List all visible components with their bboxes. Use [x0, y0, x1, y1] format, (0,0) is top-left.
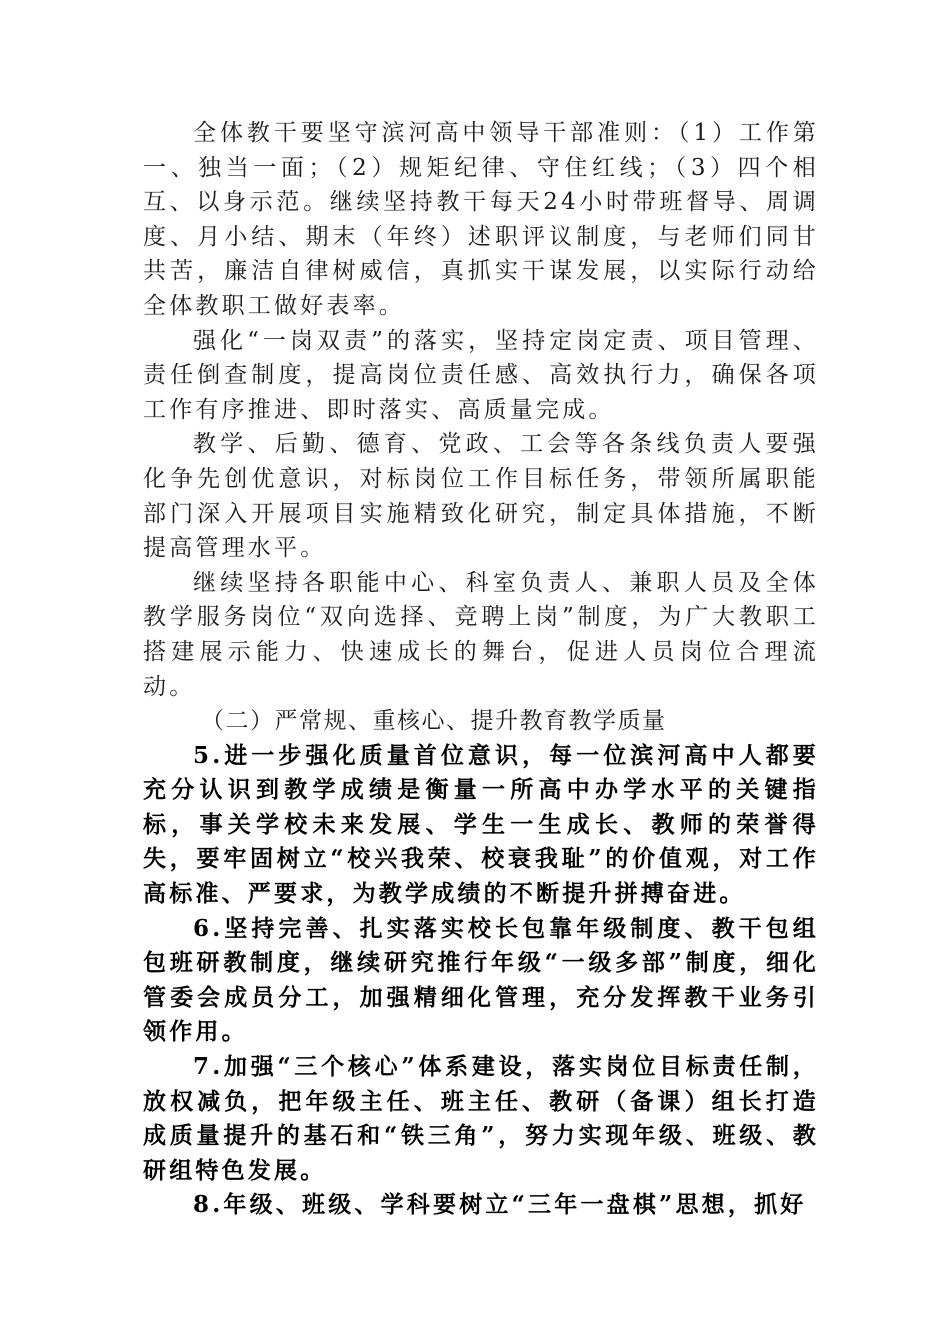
document-body	[143, 116, 819, 1223]
paragraph-two-way-selection: 继续坚持各职能中心、科室负责人、兼职人员及全体教学服务岗位“双向选择、竞聘上岗”制度，为广大教职工搭建展示能力、快速成长的舞台，促进人员岗位合理流动。	[143, 569, 819, 700]
paragraph-item-8: 8.年级、班级、学科要树立“三年一盘棋”思想，抓好	[193, 1191, 807, 1219]
paragraph-item-5: 5.进一步强化质量首位意识，每一位滨河高中人都要充分认识到教学成绩是衡量一所高中办学水平的关键指标，事关学校未来发展、学生一生成长、教师的荣誉得失，要牢固树立“校兴我荣、校衰我耻”的价值观，对工作高标准、严要求，为教学成绩的不断提升拼搏奋进。	[143, 741, 819, 908]
paragraph-cadre-rules: 全体教干要坚守滨河高中领导干部准则：（1）工作第一、独当一面；（2）规矩纪律、守住红线；（3）四个相互、以身示范。继续坚持教干每天24小时带班督导、周调度、月小结、期末（年终）述职评议制度，与老师们同甘共苦，廉洁自律树威信，真抓实干谋发展，以实际行动给全体教职工做好表率。	[143, 120, 819, 319]
section-heading-quality: （二）严常规、重核心、提升教育教学质量	[201, 708, 667, 735]
paragraph-line-leaders: 教学、后勤、德育、党政、工会等各条线负责人要强化争先创优意识，对标岗位工作目标任务，带领所属职能部门深入开展项目实施精致化研究，制定具体措施，不断提高管理水平。	[143, 431, 819, 562]
paragraph-one-post-two-duties: 强化“一岗双责”的落实，坚持定岗定责、项目管理、责任倒查制度，提高岗位责任感、高效执行力，确保各项工作有序推进、即时落实、高质量完成。	[143, 327, 819, 423]
paragraph-item-6: 6.坚持完善、扎实落实校长包靠年级制度、教干包组包班研教制度，继续研究推行年级“一级多部”制度，细化管委会成员分工，加强精细化管理，充分发挥教干业务引领作用。	[143, 914, 819, 1046]
paragraph-item-7: 7.加强“三个核心”体系建设，落实岗位目标责任制，放权减负，把年级主任、班主任、教研（备课）组长打造成质量提升的基石和“铁三角”，努力实现年级、班级、教研组特色发展。	[143, 1053, 819, 1184]
